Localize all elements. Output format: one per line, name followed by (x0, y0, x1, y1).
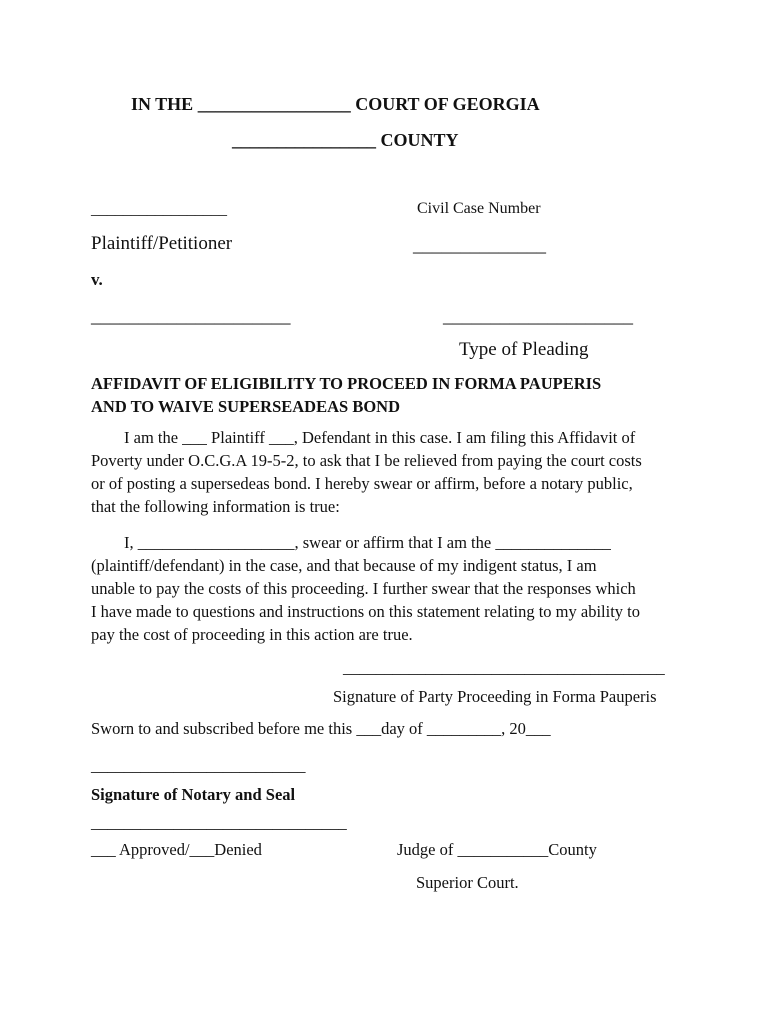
paragraph-line: unable to pay the costs of this proceeding. I further swear that the responses which (91, 579, 636, 598)
paragraph-line: pay the cost of proceeding in this action are true. (91, 625, 413, 644)
county-title: ________________ COUNTY (232, 130, 459, 150)
paragraph-line: I, ___________________, swear or affirm that I am the ______________ (124, 533, 611, 552)
affidavit-paragraph-1 (91, 426, 691, 518)
notary-signature-label: Signature of Notary and Seal (91, 785, 296, 804)
affidavit-title-line2: AND TO WAIVE SUPERSEADEAS BOND (91, 397, 400, 416)
case-number-blank: ______________ (413, 235, 546, 256)
plaintiff-label: Plaintiff/Petitioner (91, 233, 233, 254)
party-signature-line: _______________________________________ (343, 658, 665, 677)
superior-court-label: Superior Court. (416, 873, 519, 892)
pleading-type-label: Type of Pleading (459, 339, 589, 360)
plaintiff-name-blank: _________________ (91, 201, 227, 218)
affidavit-paragraph-2 (91, 531, 691, 646)
sworn-statement: Sworn to and subscribed before me this ___day of _________, 20___ (91, 719, 551, 738)
versus-label: v. (91, 270, 103, 289)
paragraph-line: that the following information is true: (91, 497, 340, 516)
paragraph-line: I have made to questions and instructions on this statement relating to my ability to (91, 602, 640, 621)
paragraph-line: or of posting a supersedeas bond. I hereby swear or affirm, before a notary public, (91, 474, 633, 493)
paragraph-line: I am the ___ Plaintiff ___, Defendant in this case. I am filing this Affidavit of (124, 428, 636, 447)
case-number-label: Civil Case Number (417, 200, 541, 217)
paragraph-line: Poverty under O.C.G.A 19-5-2, to ask that I be relieved from paying the court costs (91, 451, 642, 470)
party-signature-label: Signature of Party Proceeding in Forma Pauperis (333, 687, 657, 706)
pleading-type-blank: ____________________ (443, 306, 633, 327)
court-title: IN THE _________________ COURT OF GEORGIA (131, 94, 540, 114)
affidavit-title-line1: AFFIDAVIT OF ELIGIBILITY TO PROCEED IN FORMA PAUPERIS (91, 374, 602, 393)
judge-county-field: Judge of ___________County (397, 840, 597, 859)
judge-signature-blank: _______________________________ (91, 813, 347, 832)
notary-signature-blank: __________________________ (91, 756, 306, 775)
paragraph-line: (plaintiff/defendant) in the case, and that because of my indigent status, I am (91, 556, 597, 575)
approved-denied-field: ___ Approved/___Denied (91, 840, 262, 859)
defendant-name-blank: _____________________ (91, 306, 291, 327)
